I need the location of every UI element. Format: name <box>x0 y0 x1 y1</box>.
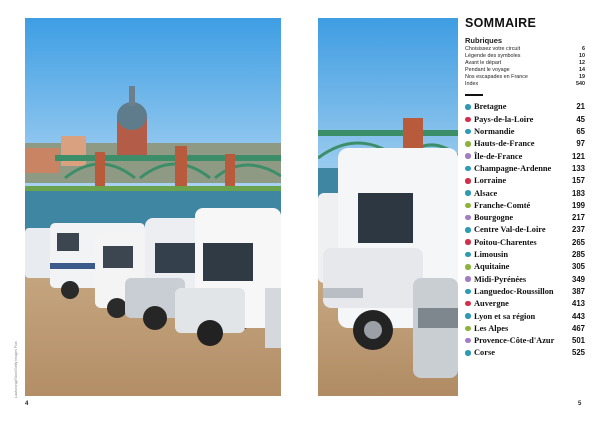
region-name: Provence-Côte-d'Azur <box>474 336 555 346</box>
region-page: 183 <box>571 188 585 198</box>
region-entry[interactable] <box>465 334 585 346</box>
region-name: Languedoc-Roussillon <box>474 286 554 296</box>
region-name: Franche-Comté <box>474 200 531 210</box>
region-page: 525 <box>571 348 585 358</box>
campervan-riverside-photo-left <box>25 18 281 396</box>
region-name: Normandie <box>474 127 515 137</box>
region-entry[interactable] <box>465 150 585 162</box>
region-color-dot-icon <box>465 264 471 270</box>
region-color-dot-icon <box>465 289 471 295</box>
region-entry[interactable] <box>465 113 585 125</box>
region-page: 265 <box>571 237 585 247</box>
rubrique-page: 10 <box>579 52 585 59</box>
region-color-dot-icon <box>465 338 471 344</box>
region-page: 157 <box>571 176 585 186</box>
region-entry[interactable] <box>465 224 585 236</box>
region-entry[interactable] <box>465 322 585 334</box>
region-entry[interactable] <box>465 125 585 137</box>
region-name: Bourgogne <box>474 213 514 223</box>
region-color-dot-icon <box>465 227 471 233</box>
region-name: Auvergne <box>474 299 509 309</box>
region-name: Pays-de-la-Loire <box>474 114 534 124</box>
region-page: 199 <box>571 200 585 210</box>
rubrique-label: Pendant le voyage <box>465 66 510 73</box>
region-name: Limousin <box>474 250 508 260</box>
region-entry[interactable] <box>465 273 585 285</box>
region-entry[interactable] <box>465 285 585 297</box>
region-page: 21 <box>576 102 585 112</box>
region-color-dot-icon <box>465 129 471 135</box>
region-color-dot-icon <box>465 252 471 258</box>
region-entry[interactable] <box>465 199 585 211</box>
rubrique-label: Légende des symboles <box>465 52 521 59</box>
region-entry[interactable] <box>465 310 585 322</box>
region-name: Île-de-France <box>474 151 523 161</box>
region-name: Alsace <box>474 188 498 198</box>
region-entry[interactable] <box>465 187 585 199</box>
regions-list <box>465 101 585 359</box>
region-name: Midi-Pyrénées <box>474 274 527 284</box>
region-page: 65 <box>576 127 585 137</box>
region-page: 387 <box>571 286 585 296</box>
region-name: Champagne-Ardenne <box>474 163 552 173</box>
region-page: 413 <box>571 299 585 309</box>
rubrique-entry[interactable] <box>465 53 585 60</box>
rubrique-label: Avant le départ <box>465 59 502 66</box>
section-divider <box>465 94 483 95</box>
rubrique-entry[interactable] <box>465 74 585 81</box>
region-page: 97 <box>576 139 585 149</box>
region-page: 121 <box>571 151 585 161</box>
region-name: Les Alpes <box>474 323 509 333</box>
rubrique-label: Index <box>465 80 479 87</box>
region-page: 45 <box>576 114 585 124</box>
region-color-dot-icon <box>465 141 471 147</box>
rubrique-page: 12 <box>579 59 585 66</box>
region-color-dot-icon <box>465 104 471 110</box>
region-entry[interactable] <box>465 175 585 187</box>
rubrique-label: Choisissez votre circuit <box>465 46 521 52</box>
region-name: Poitou-Charentes <box>474 237 537 247</box>
region-name: Centre Val-de-Loire <box>474 225 546 235</box>
region-page: 443 <box>571 311 585 321</box>
region-page: 237 <box>571 225 585 235</box>
region-page: 349 <box>571 274 585 284</box>
region-entry[interactable] <box>465 298 585 310</box>
page-number-left: 4 <box>25 401 29 407</box>
region-name: Hauts-de-France <box>474 139 535 149</box>
rubrique-page: 19 <box>579 73 585 80</box>
rubrique-page: 6 <box>582 46 585 52</box>
region-color-dot-icon <box>465 326 471 332</box>
region-page: 285 <box>571 250 585 260</box>
rubrique-entry[interactable] <box>465 81 585 88</box>
rubriques-list <box>465 46 585 87</box>
region-color-dot-icon <box>465 178 471 184</box>
region-entry[interactable] <box>465 162 585 174</box>
region-entry[interactable] <box>465 248 585 260</box>
region-entry[interactable] <box>465 236 585 248</box>
rubrique-entry[interactable] <box>465 60 585 67</box>
rubriques-heading: Rubriques <box>465 36 503 45</box>
rubrique-page: 540 <box>576 80 585 87</box>
campervan-riverside-photo-right <box>318 18 458 396</box>
region-page: 133 <box>571 163 585 173</box>
region-entry[interactable] <box>465 101 585 113</box>
photo-credit: Lawkwong/iStock/Getty Images Plus <box>14 341 18 398</box>
region-name: Bretagne <box>474 102 507 112</box>
region-entry[interactable] <box>465 347 585 359</box>
region-name: Aquitaine <box>474 262 510 272</box>
region-name: Lorraine <box>474 176 507 186</box>
region-name: Lyon et sa région <box>474 311 536 321</box>
region-entry[interactable] <box>465 138 585 150</box>
photo-scene-right <box>318 18 458 396</box>
rubrique-entry[interactable] <box>465 46 585 53</box>
region-color-dot-icon <box>465 203 471 209</box>
rubrique-page: 14 <box>579 66 585 73</box>
region-color-dot-icon <box>465 215 471 221</box>
photo-scene-left <box>25 18 281 396</box>
rubrique-label: Nos escapades en France <box>465 73 528 80</box>
region-color-dot-icon <box>465 166 471 172</box>
region-page: 467 <box>571 323 585 333</box>
region-color-dot-icon <box>465 153 471 159</box>
page-number-right: 5 <box>578 401 582 407</box>
region-entry[interactable] <box>465 261 585 273</box>
rubrique-entry[interactable] <box>465 67 585 74</box>
region-color-dot-icon <box>465 313 471 319</box>
region-name: Corse <box>474 348 495 358</box>
region-color-dot-icon <box>465 350 471 356</box>
region-color-dot-icon <box>465 117 471 123</box>
region-page: 501 <box>571 336 585 346</box>
region-color-dot-icon <box>465 301 471 307</box>
region-color-dot-icon <box>465 190 471 196</box>
toc-heading: SOMMAIRE <box>465 16 537 30</box>
table-of-contents <box>465 16 585 359</box>
region-entry[interactable] <box>465 212 585 224</box>
region-color-dot-icon <box>465 276 471 282</box>
region-color-dot-icon <box>465 239 471 245</box>
region-page: 217 <box>571 213 585 223</box>
region-page: 305 <box>571 262 585 272</box>
